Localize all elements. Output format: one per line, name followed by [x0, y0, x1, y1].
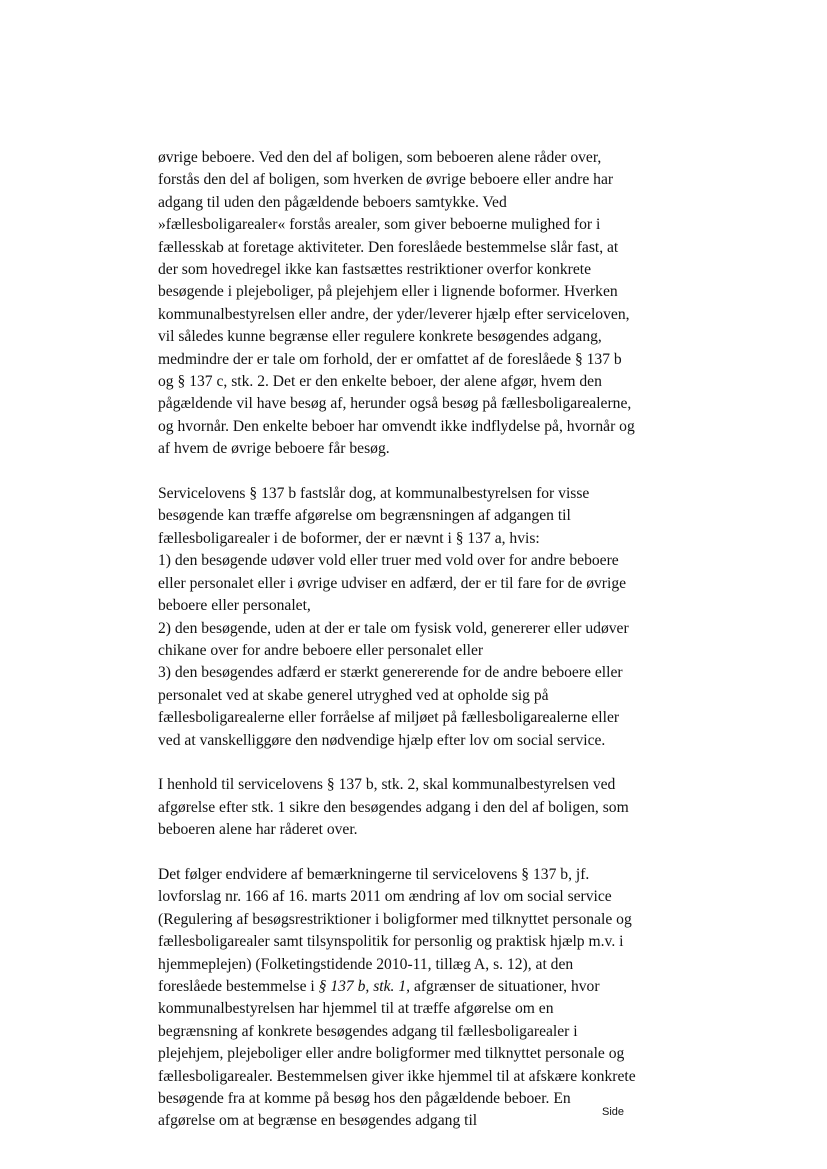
page-footer-label: Side [602, 1106, 625, 1118]
text-line: foreslåede bestemmelse i § 137 b, stk. 1, afgrænser de situationer, hvor [158, 977, 600, 995]
paragraph-gap [158, 461, 678, 483]
text-line: 2) den besøgende, uden at der er tale om fysisk vold, genererer eller udøver [158, 619, 629, 637]
text-line: chikane over for andre beboere eller personalet eller [158, 641, 484, 659]
text-line: adgang til uden den pågældende beboers samtykke. Ved [158, 193, 507, 211]
text-line: fællesboligarealer i de boformer, der er nævnt i § 137 a, hvis: [158, 529, 540, 547]
text-line: hjemmeplejen) (Folketingstidende 2010-11, tillæg A, s. 12), at den [158, 955, 574, 973]
text-line: begrænsning af konkrete besøgendes adgang til fællesboligarealer i [158, 1022, 578, 1040]
text-line: besøgende kan træffe afgørelse om begrænsningen af adgangen til [158, 507, 571, 525]
text-line: af hvem de øvrige beboere får besøg. [158, 440, 390, 458]
text-line: plejehjem, plejeboliger eller andre boligformer med tilknyttet personale og [158, 1045, 625, 1063]
text-line: afgørelse om at begrænse en besøgendes adgang til [158, 1112, 478, 1130]
text-line: fællesboligarealer. Bestemmelsen giver ikke hjemmel til at afskære konkrete [158, 1067, 636, 1085]
text-line: (Regulering af besøgsrestriktioner i boligformer med tilknyttet personale og [158, 910, 632, 928]
text-line: besøgende fra at komme på besøg hos den pågældende beboer. En [158, 1090, 571, 1108]
text-line: Det følger endvidere af bemærkningerne til servicelovens § 137 b, jf. [158, 865, 590, 883]
text-line: beboeren alene har råderet over. [158, 821, 358, 839]
text-line: vil således kunne begrænse eller regulere konkrete besøgendes adgang, [158, 328, 602, 346]
document-body [158, 147, 678, 1133]
paragraph-gap [158, 752, 678, 774]
text-line: »fællesboligarealer« forstås arealer, som giver beboerne mulighed for i [158, 216, 601, 234]
text-line: medmindre der er tale om forhold, der er omfattet af de foreslåede § 137 b [158, 350, 622, 368]
text-line: pågældende vil have besøg af, herunder også besøg på fællesboligarealerne, [158, 395, 632, 413]
paragraph [158, 147, 678, 461]
text-line: Servicelovens § 137 b fastslår dog, at kommunalbestyrelsen for visse [158, 485, 590, 503]
text-line: fællesboligarealer samt tilsynspolitik for personlig og praktisk hjælp m.v. i [158, 933, 624, 951]
text-line: personalet ved at skabe generel utryghed ved at opholde sig på [158, 686, 549, 704]
text-line: afgørelse efter stk. 1 sikre den besøgendes adgang i den del af boligen, som [158, 798, 629, 816]
text-line: I henhold til servicelovens § 137 b, stk. 2, skal kommunalbestyrelsen ved [158, 776, 616, 794]
text-line: 3) den besøgendes adfærd er stærkt genererende for de andre beboere eller [158, 664, 623, 682]
paragraph-gap [158, 842, 678, 864]
text-line: eller personalet eller i øvrige udviser en adfærd, der er til fare for de øvrige [158, 574, 627, 592]
text-line: kommunalbestyrelsen eller andre, der yder/leverer hjælp efter serviceloven, [158, 305, 630, 323]
text-line: fællesskab at foretage aktiviteter. Den foreslåede bestemmelse slår fast, at [158, 238, 619, 256]
text-line: beboere eller personalet, [158, 597, 311, 615]
text-line: fællesboligarealerne eller forråelse af miljøet på fællesboligarealerne eller [158, 709, 620, 727]
paragraph [158, 774, 678, 841]
text-line: og hvornår. Den enkelte beboer har omvendt ikke indflydelse på, hvornår og [158, 417, 635, 435]
text-line: ved at vanskelliggøre den nødvendige hjælp efter lov om social service. [158, 731, 606, 749]
text-line: 1) den besøgende udøver vold eller truer med vold over for andre beboere [158, 552, 619, 570]
text-line: øvrige beboere. Ved den del af boligen, som beboeren alene råder over, [158, 149, 602, 166]
paragraph [158, 864, 678, 1133]
text-line: og § 137 c, stk. 2. Det er den enkelte beboer, der alene afgør, hvem den [158, 373, 602, 391]
text-line: besøgende i plejeboliger, på plejehjem eller i lignende boformer. Hverken [158, 283, 618, 301]
text-line: lovforslag nr. 166 af 16. marts 2011 om ændring af lov om social service [158, 888, 612, 906]
italic-reference: § 137 b, stk. 1, [318, 977, 411, 995]
paragraph [158, 483, 678, 752]
text-line: kommunalbestyrelsen har hjemmel til at træffe afgørelse om en [158, 1000, 554, 1018]
text-line: forstås den del af boligen, som hverken de øvrige beboere eller andre har [158, 171, 614, 189]
text-line: der som hovedregel ikke kan fastsættes restriktioner overfor konkrete [158, 261, 592, 279]
